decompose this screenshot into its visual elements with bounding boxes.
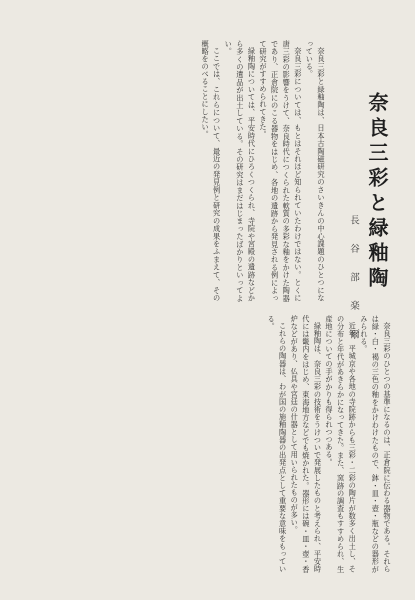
paragraph: 奈良三彩のひとつの基準になるのは、正倉院に伝わる器物である。それらは緑・白・褐の三色の釉をかけわけたもので、鉢・皿・壺・瓶などの器形がみられる。: [359, 315, 392, 573]
lead-paragraph: 奈良三彩と緑釉陶は、日本古陶磁研究のさいきんの中心課題のひとつになっている。: [305, 40, 326, 302]
paragraph: 緑釉陶は、奈良三彩の技術をうけついで発展したものと考えられ、平安時代には畿内をはじめ、東海地方などでも焼かれた。器形には碗・皿・壺・香炉などがあり、仏具や宮廷の什器として用いられたものが多い。: [290, 315, 323, 573]
body-text-upper: [45, 40, 327, 302]
paragraph: 緑釉陶については、平安時代にひろくつくられ、寺院や宮殿の遺跡などから多くの遺品が出土している。その研究はまだはじまったばかりといってよい。: [224, 40, 257, 302]
body-text-lower: [41, 315, 393, 573]
paragraph: ここでは、これらについて、最近の発見例と研究の成果をふまえて、その概略をのべることにしたい。: [201, 40, 222, 302]
paragraph: 奈良三彩については、もとはそれほど知られていたわけではない。とくに唐三彩の影響をうけて、奈良時代につくられた軟質の多彩な釉をかけた陶器であり、正倉院にのこる器物をはじめ、各地の遺跡から発見される例によって研究がすすめられてきた。: [259, 40, 303, 302]
article-author: 長 谷 部 楽 爾: [348, 215, 359, 347]
article-title: 奈良三彩と緑釉陶: [365, 92, 389, 292]
paragraph: 近年、平城京や各地の寺院跡からも三彩・二彩の陶片が数多く出土し、その分布と年代があきらかになってきた。また、窯跡の調査もすすめられ、生産地についての手がかりも得られつつある。: [325, 315, 358, 573]
paragraph: これらの陶器は、わが国の施釉陶器の出発点として重要な意味をもっている。: [267, 315, 288, 573]
